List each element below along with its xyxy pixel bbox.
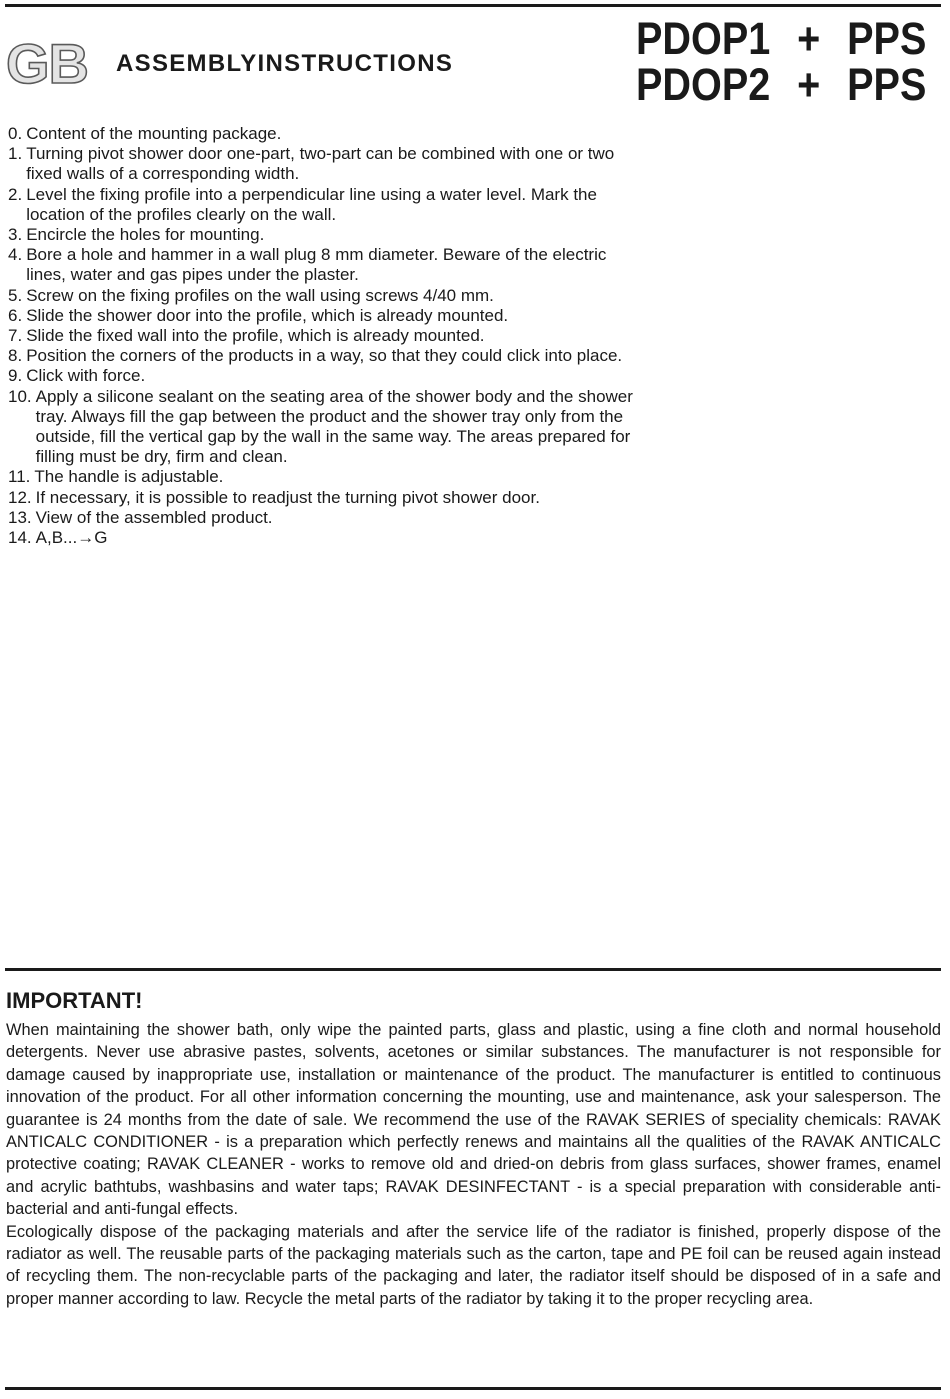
step-text: Screw on the fixing profiles on the wall using screws 4/40 mm. xyxy=(26,285,494,305)
model-line xyxy=(636,59,927,110)
step-item xyxy=(8,508,678,528)
step-number: 3. xyxy=(8,225,23,245)
step-item xyxy=(8,286,678,306)
step-text: The handle is adjustable. xyxy=(34,467,224,487)
step-number: 0. xyxy=(8,124,23,143)
important-paragraph: When maintaining the shower bath, only wipe the painted parts, glass and plastic, using a fine cloth and normal household detergents. Never use abrasive pastes, solvents, acetones or similar substances. The manufacturer is not responsible for damage caused by inappropriate use, installation or maintenance of the product. The manufacturer is entitled to continuous innovation of the product. For all other information concerning the mounting, use and maintenance, ask your salesperson. The guarantee is 24 months from the date of sale. We recommend the use of the RAVAK SERIES of speciality chemicals: RAVAK ANTICALC CONDITIONER - is a preparation which perfectly renews and maintains all the qualities of the RAVAK ANTICALC protective coating; RAVAK CLEANER - works to remove old and dried-on debris from glass surfaces, shower frames, enamel and acrylic bathtubs, washbasins and water taps; RAVAK DESINFECTANT - is a special preparation with considerable anti-bacterial and anti-fungal effects. xyxy=(6,1021,941,1219)
important-notice xyxy=(6,1019,941,1310)
step-number: 12. xyxy=(8,487,32,507)
step-number: 8. xyxy=(8,346,23,366)
step-number: 14. xyxy=(8,528,32,548)
model-code: PDOP2 xyxy=(636,59,771,110)
step-text: A,B...→G xyxy=(35,528,108,548)
step-item xyxy=(8,488,678,508)
model-addon: PPS xyxy=(847,13,927,64)
section-divider xyxy=(5,968,941,971)
step-number: 4. xyxy=(8,245,23,265)
assembly-steps-list xyxy=(8,124,678,548)
step-item xyxy=(8,387,678,468)
model-codes xyxy=(636,13,936,110)
model-line xyxy=(636,13,927,64)
step-text: Slide the fixed wall into the profile, which is already mounted. xyxy=(26,326,485,346)
step-number: 13. xyxy=(8,507,32,527)
step-text: Apply a silicone sealant on the seating area of the shower body and the shower tray. Always fill the gap between the product and the shower tray only from the outside, fill the vertical gap by the wall in the same way. The areas prepared for filling must be dry, firm and clean. xyxy=(35,386,633,467)
important-heading: IMPORTANT! xyxy=(6,988,143,1013)
step-text: View of the assembled product. xyxy=(35,507,273,527)
step-text: Turning pivot shower door one-part, two-part can be combined with one or two fixed walls of a corresponding width. xyxy=(26,144,615,184)
important-paragraph: Ecologically dispose of the packaging materials and after the service life of the radiator is finished, properly dispose of the radiator as well. The reusable parts of the packaging materials such as the carton, tape and PE foil can be reused again instead of recycling them. The non-recyclable parts of the packaging and later, the radiator itself should be disposed of in a safe and proper manner according to law. Recycle the metal parts of the radiator by taking it to the proper recycling area. xyxy=(6,1222,941,1308)
step-number: 7. xyxy=(8,326,23,346)
model-plus: + xyxy=(797,13,821,64)
step-item xyxy=(8,124,678,144)
step-text: Position the corners of the products in a way, so that they could click into place. xyxy=(26,346,623,366)
step-text: Click with force. xyxy=(26,366,146,386)
step-item xyxy=(8,467,678,487)
step-text: Encircle the holes for mounting. xyxy=(26,225,265,245)
bottom-rule xyxy=(5,1387,941,1390)
step-number: 1. xyxy=(8,144,23,164)
step-number: 5. xyxy=(8,285,23,305)
step-item xyxy=(8,346,678,366)
step-item xyxy=(8,225,678,245)
step-item xyxy=(8,185,678,225)
step-number: 10. xyxy=(8,386,32,406)
step-item xyxy=(8,528,678,548)
step-text: If necessary, it is possible to readjust the turning pivot shower door. xyxy=(35,487,540,507)
model-plus: + xyxy=(797,59,821,110)
step-item xyxy=(8,326,678,346)
step-text: Bore a hole and hammer in a wall plug 8 mm diameter. Beware of the electric lines, water and gas pipes under the plaster. xyxy=(26,245,607,285)
step-item xyxy=(8,245,678,285)
step-number: 9. xyxy=(8,366,23,386)
step-number: 11. xyxy=(8,467,31,487)
step-text: Level the fixing profile into a perpendicular line using a water level. Mark the location of the profiles clearly on the wall. xyxy=(26,184,597,224)
step-number: 6. xyxy=(8,305,23,325)
step-item xyxy=(8,366,678,386)
document-title: ASSEMBLYINSTRUCTIONS xyxy=(116,50,454,77)
step-text: Slide the shower door into the profile, which is already mounted. xyxy=(26,305,509,325)
model-code: PDOP1 xyxy=(636,13,771,64)
step-number: 2. xyxy=(8,184,23,204)
step-text: Content of the mounting package. xyxy=(26,124,282,143)
step-item xyxy=(8,306,678,326)
model-addon: PPS xyxy=(847,59,927,110)
top-rule xyxy=(5,4,941,7)
step-item xyxy=(8,144,678,184)
language-code: GB xyxy=(6,32,88,95)
